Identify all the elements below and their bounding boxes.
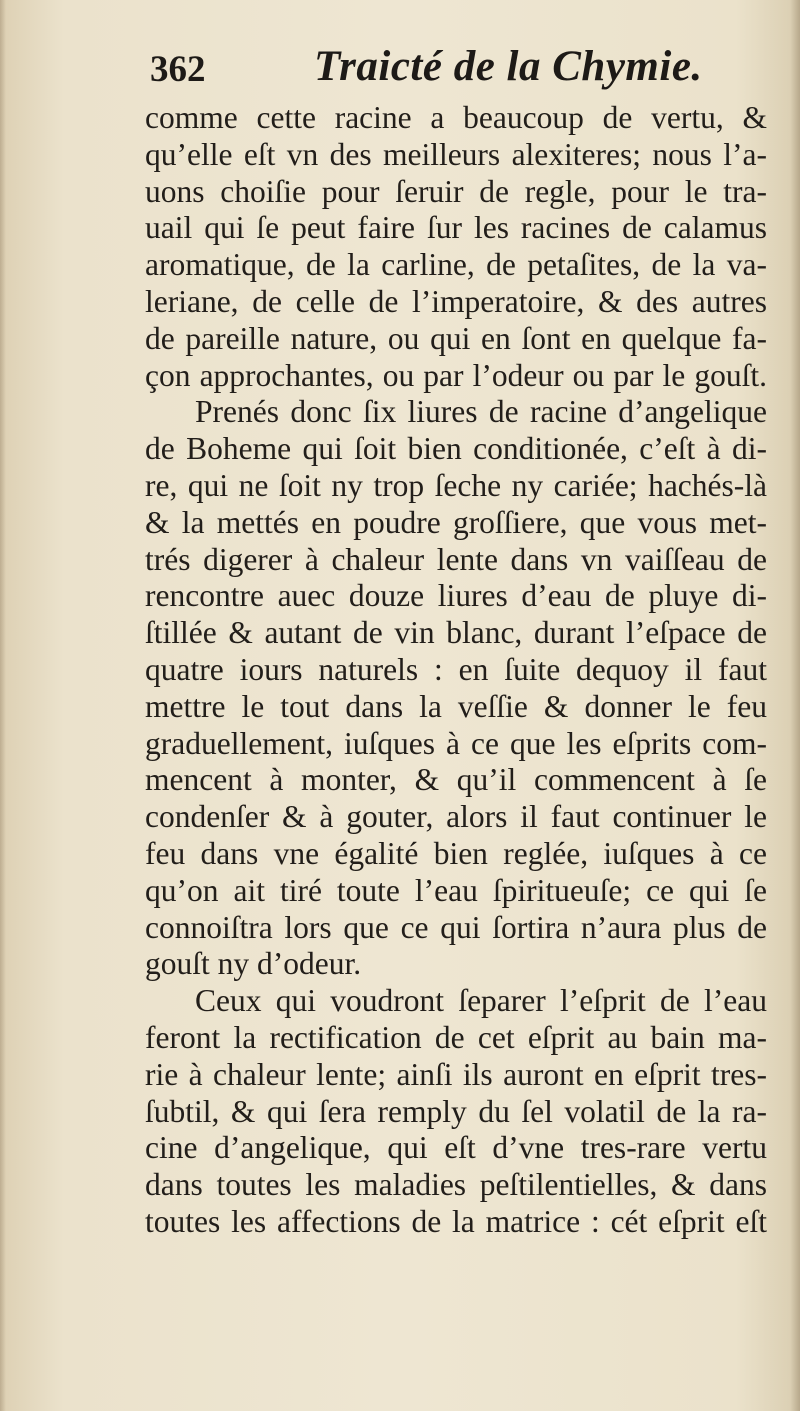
text-line: leriane, de celle de l’imperatoire, & des autres — [145, 283, 767, 319]
text-line: graduellement, iuſques à ce que les eſprits com- — [145, 725, 767, 761]
running-title: Traicté de la Chymie. — [314, 43, 703, 90]
text-line: comme cette racine a beaucoup de vertu, & — [145, 100, 767, 135]
text-line: feront la rectification de cet eſprit au bain ma- — [145, 1019, 767, 1055]
text-line: connoiſtra lors que ce qui ſortira n’aura plus de — [145, 909, 767, 945]
text-line: condenſer & à gouter, alors il faut continuer le — [145, 799, 767, 835]
text-line: de Boheme qui ſoit bien conditionée, c’eſt à di- — [145, 431, 767, 467]
text-line: cine d’angelique, qui eſt d’vne tres-rare vertu — [145, 1130, 767, 1166]
text-line: qu’elle eſt vn des meilleurs alexiteres; nous l’a- — [145, 136, 767, 172]
page-header — [150, 40, 710, 100]
paragraph-end-line: gouſt ny d’odeur. — [145, 946, 362, 982]
text-line: ſubtil, & qui ſera remply du ſel volatil de la ra- — [145, 1093, 767, 1129]
text-line: qu’on ait tiré toute l’eau ſpiritueuſe; ce qui ſe — [145, 872, 767, 908]
text-line: feu dans vne égalité bien reglée, iuſques à ce — [145, 835, 767, 871]
text-line: rencontre auec douze liures d’eau de pluye di- — [145, 578, 767, 614]
page-gutter-shadow — [0, 0, 6, 1411]
text-line: çon approchantes, ou par l’odeur ou par le gouſt. — [145, 357, 767, 393]
text-line: trés digerer à chaleur lente dans vn vaiſſeau de — [145, 541, 767, 577]
text-line: rie à chaleur lente; ainſi ils auront en eſprit tres- — [145, 1056, 767, 1092]
text-line: mencent à monter, & qu’il commencent à ſe — [145, 762, 767, 798]
page-edge-shadow — [790, 0, 800, 1411]
text-line: aromatique, de la carline, de petaſites, de la va- — [145, 247, 767, 283]
text-line: re, qui ne ſoit ny trop ſeche ny cariée; hachés-là — [145, 467, 767, 503]
text-body — [145, 100, 767, 1241]
page-number: 362 — [150, 49, 206, 90]
text-line: toutes les affections de la matrice : cét eſprit eſt — [145, 1203, 767, 1239]
paragraph-start-line: Ceux qui voudront ſeparer l’eſprit de l’eau — [195, 983, 767, 1019]
text-line: uail qui ſe peut faire ſur les racines de calamus — [145, 210, 767, 246]
text-line: de pareille nature, ou qui en ſont en quelque fa- — [145, 320, 767, 356]
text-line: ſtillée & autant de vin blanc, durant l’eſpace de — [145, 615, 767, 651]
text-line: uons choiſie pour ſeruir de regle, pour le tra- — [145, 173, 767, 209]
text-line: dans toutes les maladies peſtilentielles, & dans — [145, 1167, 767, 1203]
paragraph-start-line: Prenés donc ſix liures de racine d’angelique — [195, 394, 767, 430]
text-line: mettre le tout dans la veſſie & donner le feu — [145, 688, 767, 724]
text-line: & la mettés en poudre groſſiere, que vous met- — [145, 504, 767, 540]
text-line: quatre iours naturels : en ſuite dequoy il faut — [145, 651, 767, 687]
